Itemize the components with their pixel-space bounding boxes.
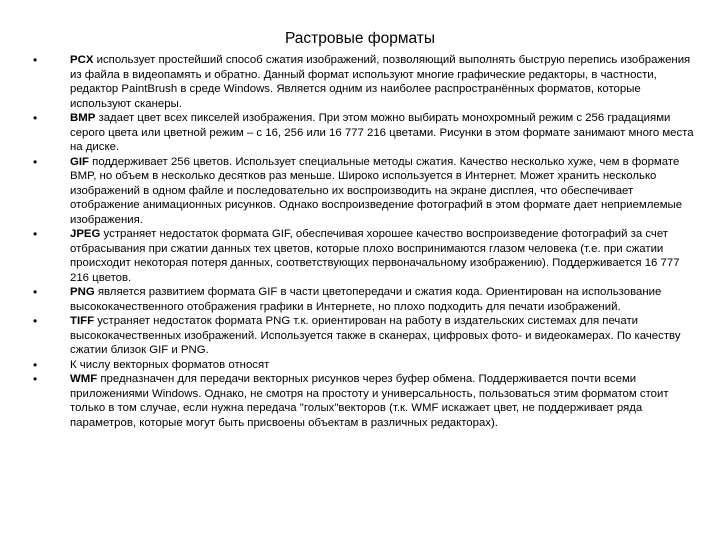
- bullet-icon: •: [33, 372, 38, 386]
- bullet-list: [0, 53, 720, 430]
- bullet-icon: •: [33, 314, 38, 328]
- format-description: является развитием формата GIF в части цветопередачи и сжатия кода. Ориентирован на использование высококачественного отображения графики в Интернете, но плохо подходить для печати изображений.: [70, 286, 662, 313]
- format-description: устраняет недостаток формата GIF, обеспечивая хорошее качество воспроизведение фотографий за счет отбрасывания при сжатии данных тех цветов, которые плохо воспринимаются глазом человека (т.е. при сжатии происходит некоторая потеря данных, соответствующих первоначальному изображению). Поддерживается 16 777 216 цветов.: [70, 228, 680, 284]
- list-item-bmp: [0, 111, 720, 155]
- format-term: BMP: [70, 112, 96, 124]
- list-item-vector-intro: [0, 358, 720, 373]
- format-description: устраняет недостаток формата PNG т.к. ориентирован на работу в издательских системах для печати высококачественных изображений. Используется также в сканерах, цифровых фото- и видеокамерах. По качеству сжатии близок GIF и PNG.: [70, 315, 681, 356]
- format-description: поддерживает 256 цветов. Использует специальные методы сжатия. Качество несколько хуже, чем в формате BMP, но объем в несколько десятков раз меньше. Широко используется в Интернет. Может хранить несколько изображений в одном файле и последовательно их воспроизводить на экране дисплея, что обеспечивает отображение анимационных рисунков. Однако воспроизведение фотографий в этом формате дает неприемлемые изображения.: [70, 155, 683, 226]
- list-item-wmf: [0, 372, 720, 430]
- bullet-icon: •: [33, 357, 38, 372]
- format-term: TIFF: [70, 315, 95, 327]
- bullet-icon: •: [33, 111, 38, 125]
- format-description: предназначен для передачи векторных рисунков через буфер обмена. Поддерживается почти всеми приложениями Windows. Однако, не смотря на простоту и универсальность, пользоваться этим форматом стоит только в том случае, если нужна передача "голых"векторов (т.к. WMF искажает цвет, не поддерживает ряда параметров, которые могут быть присвоены объектам в различных редакторах).: [70, 373, 669, 429]
- format-description: использует простейший способ сжатия изображений, позволяющий выполнять быструю перепись изображения из файла в видеопамять и обратно. Данный формат используют многие графические редакторы, в частности, редактор PaintBrush в среде Windows. Является одним из наиболее распространённых форматов, которые используют сканеры.: [70, 54, 691, 110]
- bullet-icon: •: [33, 227, 38, 241]
- list-item-pcx: [0, 53, 720, 111]
- format-description: К числу векторных форматов относят: [70, 358, 270, 371]
- bullet-icon: •: [33, 285, 38, 299]
- format-description: задает цвет всех пикселей изображения. При этом можно выбирать монохромный режим с 256 градациями серого цвета или цветной режим – с 16, 256 или 16 777 216 цветами. Рисунки в этом формате занимают много места на диске.: [70, 112, 694, 153]
- slide-title: Растровые форматы: [284, 30, 435, 47]
- format-term: PNG: [70, 286, 95, 298]
- format-term: GIF: [70, 155, 89, 168]
- list-item-tiff: [0, 314, 720, 358]
- bullet-icon: •: [33, 154, 38, 169]
- format-term: PCX: [70, 54, 94, 66]
- bullet-icon: •: [33, 53, 38, 67]
- list-item-gif: [0, 155, 720, 228]
- list-item-jpeg: [0, 227, 720, 285]
- format-term: WMF: [70, 373, 98, 385]
- list-item-png: [0, 285, 720, 314]
- format-term: JPEG: [70, 228, 101, 240]
